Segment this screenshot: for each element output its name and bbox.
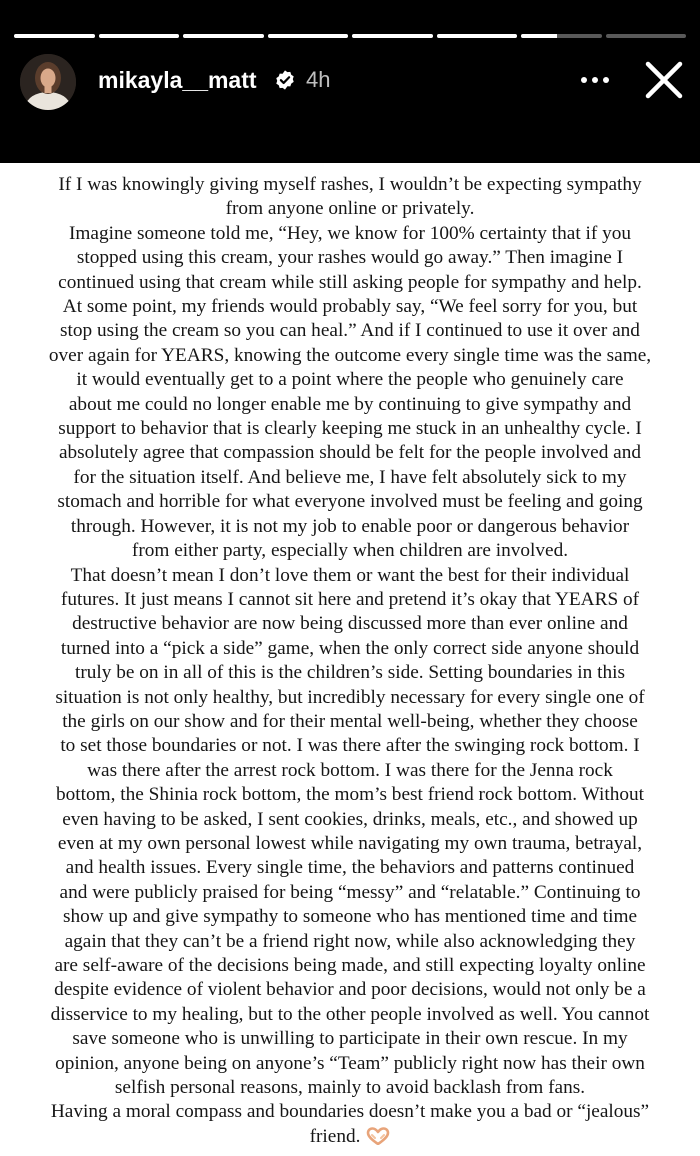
story-progress-segment <box>606 34 687 38</box>
close-icon <box>642 58 686 102</box>
story-progress-segment <box>183 34 264 38</box>
story-progress-fill <box>352 34 433 38</box>
heart-hands-emoji <box>366 1127 390 1145</box>
story-progress-segment <box>521 34 602 38</box>
story-progress-fill <box>437 34 518 38</box>
story-progress-fill <box>14 34 95 38</box>
story-progress-fill <box>268 34 349 38</box>
avatar-image <box>20 54 76 110</box>
more-horizontal-icon <box>603 77 609 83</box>
story-content <box>0 163 700 1156</box>
more-horizontal-icon <box>592 77 598 83</box>
story-progress-fill <box>521 34 557 38</box>
story-header <box>0 0 700 163</box>
username[interactable]: mikayla__matt <box>98 67 257 93</box>
story-progress-segment <box>352 34 433 38</box>
story-progress-segment <box>14 34 95 38</box>
verified-badge-icon <box>274 69 296 91</box>
story-text-block <box>4 173 696 1149</box>
avatar[interactable] <box>20 54 76 110</box>
post-time: 4h <box>306 67 331 92</box>
story-progress-fill <box>99 34 180 38</box>
story-progress-segment <box>437 34 518 38</box>
story-text: If I was knowingly giving myself rashes, I wouldn’t be expecting sympathy from anyone online or privately. Imagine someone told me, “Hey, we know for 100% certainty that if you stopped using this cream, your rashes would go away.” Then imagine I continued using that cream while still asking people for sympathy and help. At some point, my friends would probably say, “We feel sorry for you, but stop using the cream so you can heal.” And if I continued to use it over and over again for YEARS, knowing the outcome every single time was the same, it would eventually get to a point where the people who genuinely care about me could no longer enable me by continuing to give sympathy and support to behavior that is clearly keeping me stuck in an unhealthy cycle. I absolutely agree that compassion should be felt for the people involved and for the situation itself. And believe me, I have felt absolutely sick to my stomach and horrible for what everyone involved must be feeling and going through. However, it is not my job to enable poor or dangerous behavior from either party, especially when children are involved. That doesn’t mean I don’t love them or want the best for their individual futures. It just means I cannot sit here and pretend it’s okay that YEARS of destructive behavior are now being discussed more than ever online and turned into a “pick a side” game, when the only correct side anyone should truly be on in all of this is the children’s side. Setting boundaries in this situation is not only healthy, but incredibly necessary for every single one of the girls on our show and for their mental well-being, whether they choose to set those boundaries or not. I was there after the swinging rock bottom. I was there after the arrest rock bottom. I was there for the Jenna rock bottom, the Shinia rock bottom, the mom’s best friend rock bottom. Without even having to be asked, I sent cookies, drinks, meals, etc., and showed up even at my own personal lowest while navigating my own trauma, betrayal, and health issues. Every single time, the behaviors and patterns continued and were publicly praised for being “messy” and “relatable.” Continuing to show up and give sympathy to someone who has mentioned time and time again that they can’t be a friend right now, while also acknowledging they are self-aware of the decisions being made, and still expecting loyalty online despite evidence of violent behavior and poor decisions, would not only be a disservice to my healing, but to the other people involved as well. You cannot save someone who is unwilling to participate in their own rescue. In my opinion, anyone being on anyone’s “Team” publicly right now has their own selfish personal reasons, mainly to avoid backlash from fans. Having a moral compass and boundaries doesn’t make you a bad or “jealous” friend. <box>48 174 652 1147</box>
more-options-button[interactable] <box>570 62 620 98</box>
close-button[interactable] <box>642 58 686 102</box>
story-progress-bar <box>14 34 686 38</box>
story-progress-segment <box>99 34 180 38</box>
more-horizontal-icon <box>581 77 587 83</box>
story-progress-segment <box>268 34 349 38</box>
story-progress-fill <box>183 34 264 38</box>
